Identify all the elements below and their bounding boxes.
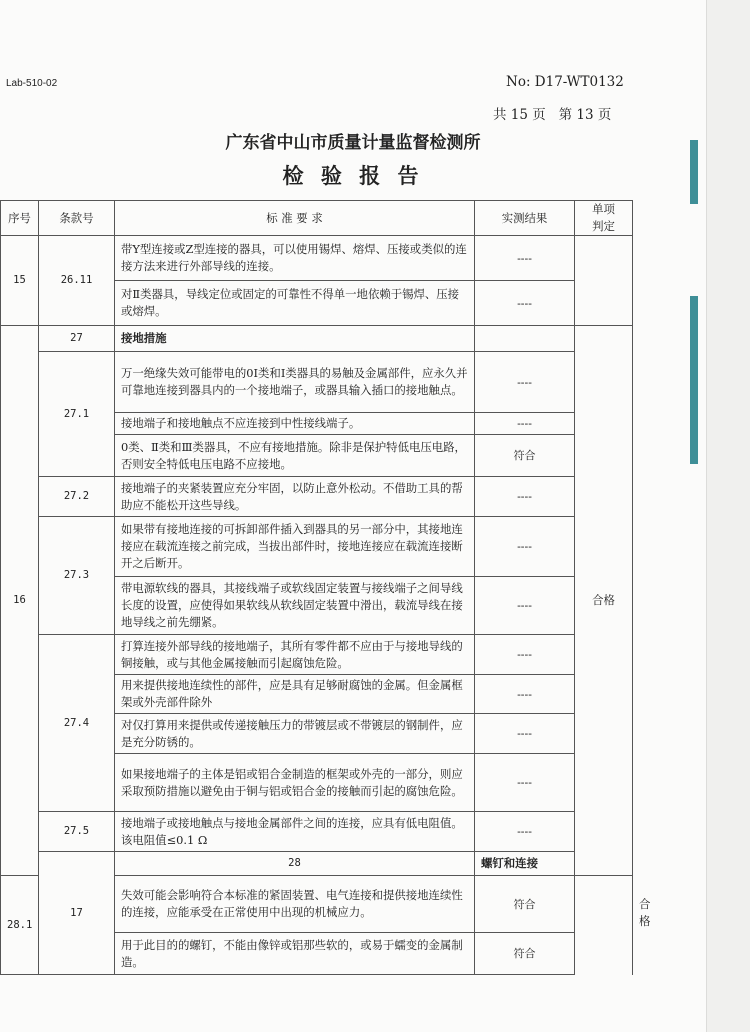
requirement-cell: 带Y型连接或Z型连接的器具，可以使用锡焊、熔焊、压接或类似的连接方法来进行外部导线的连接。 [115, 236, 475, 281]
section-row [1, 326, 633, 352]
clause-cell: 27.3 [39, 517, 115, 635]
requirement-cell: 0类、Ⅱ类和Ⅲ类器具，不应有接地措施。除非是保护特低电压电路，否则安全特低电压电路不应接地。 [115, 435, 475, 477]
faint-footer-mark [230, 964, 440, 974]
section-title-cell: 接地措施 [115, 326, 475, 352]
table-row [1, 635, 633, 675]
requirement-cell: 如果带有接地连接的可拆卸部件插入到器具的另一部分中，其接地连接应在载流连接之前完成，当拔出部件时，接地连接应在载流连接断开之后断开。 [115, 517, 475, 577]
table-row [1, 477, 633, 517]
requirement-cell: 用来提供接地连续性的部件，应是具有足够耐腐蚀的金属。但金属框架或外壳部件除外 [115, 675, 475, 714]
result-cell: 符合 [475, 435, 575, 477]
verdict-cell: 合格 [575, 326, 633, 876]
header-result: 实测结果 [475, 201, 575, 236]
seq-cell: 17 [39, 852, 115, 975]
lab-code: Lab-510-02 [6, 78, 58, 89]
result-cell: 符合 [475, 876, 575, 933]
result-cell: ---- [475, 675, 575, 714]
table-header-row [1, 201, 633, 236]
requirement-cell: 接地端子或接地触点与接地金属部件之间的连接，应具有低电阻值。该电阻值≤0.1 Ω [115, 812, 475, 852]
result-cell: ---- [475, 517, 575, 577]
report-title: 检 验 报 告 [282, 164, 424, 188]
requirement-cell: 如果接地端子的主体是铝或铝合金制造的框架或外壳的一部分，则应采取预防措施以避免由于铜与铝或铝合金的接触而引起的腐蚀危险。 [115, 754, 475, 812]
inspection-table [0, 200, 633, 975]
report-number: No: D17-WT0132 [506, 74, 624, 90]
clause-cell: 28.1 [1, 876, 39, 975]
section-clause-cell: 27 [39, 326, 115, 352]
result-cell: ---- [475, 281, 575, 326]
table-row [1, 517, 633, 577]
clause-cell: 27.1 [39, 352, 115, 477]
requirement-cell: 对Ⅱ类器具，导线定位或固定的可靠性不得单一地依赖于锡焊、压接或熔焊。 [115, 281, 475, 326]
result-cell: ---- [475, 413, 575, 435]
table-row [1, 236, 633, 281]
header-seq: 序号 [1, 201, 39, 236]
seq-cell: 15 [1, 236, 39, 326]
requirement-cell: 打算连接外部导线的接地端子，其所有零件都不应由于与接地导线的铜接触，或与其他金属接触而引起腐蚀危险。 [115, 635, 475, 675]
section-clause-cell: 28 [115, 852, 475, 876]
result-cell: ---- [475, 236, 575, 281]
clause-cell: 27.2 [39, 477, 115, 517]
result-cell: ---- [475, 352, 575, 413]
header-verdict: 单项判定 [575, 201, 633, 236]
page-info: 共 15 页 第 13 页 [493, 107, 612, 123]
requirement-cell: 接地端子和接地触点不应连接到中性接线端子。 [115, 413, 475, 435]
verdict-cell [575, 236, 633, 326]
result-cell: ---- [475, 635, 575, 675]
clause-cell: 26.11 [39, 236, 115, 326]
requirement-cell: 失效可能会影响符合本标准的紧固装置、电气连接和提供接地连续性的连接，应能承受在正常使用中出现的机械应力。 [115, 876, 475, 933]
result-cell [475, 326, 575, 352]
header-clause: 条款号 [39, 201, 115, 236]
table-row [1, 812, 633, 852]
requirement-cell: 对仅打算用来提供或传递接触压力的带镀层或不带镀层的钢制件，应是充分防锈的。 [115, 714, 475, 754]
header-requirement: 标 准 要 求 [115, 201, 475, 236]
section-title-cell: 螺钉和连接 [475, 852, 575, 876]
requirement-cell: 万一绝缘失效可能带电的0I类和I类器具的易触及金属部件，应永久并可靠地连接到器具内的一个接地端子，或器具输入插口的接地触点。 [115, 352, 475, 413]
org-name: 广东省中山市质量计量监督检测所 [225, 133, 481, 153]
requirement-cell: 接地端子的夹紧装置应充分牢固，以防止意外松动。不借助工具的帮助应不能松开这些导线。 [115, 477, 475, 517]
clause-cell: 27.5 [39, 812, 115, 852]
result-cell: ---- [475, 754, 575, 812]
page-edge [706, 0, 750, 1032]
result-cell: ---- [475, 477, 575, 517]
result-cell: ---- [475, 812, 575, 852]
seq-cell: 16 [1, 326, 39, 876]
result-cell: 符合 [475, 933, 575, 975]
result-cell: ---- [475, 714, 575, 754]
clause-cell: 27.4 [39, 635, 115, 812]
section-row [1, 852, 633, 876]
requirement-cell: 用于此目的的螺钉，不能由像锌或铝那些软的，或易于蠕变的金属制造。 [115, 933, 475, 975]
requirement-cell: 带电源软线的器具，其接线端子或软线固定装置与接线端子之间导线长度的设置，应使得如果软线从软线固定装置中滑出，载流导线在接地导线之前先绷紧。 [115, 577, 475, 635]
binding-tab-middle [690, 296, 698, 464]
result-cell: ---- [475, 577, 575, 635]
table-row [1, 352, 633, 413]
